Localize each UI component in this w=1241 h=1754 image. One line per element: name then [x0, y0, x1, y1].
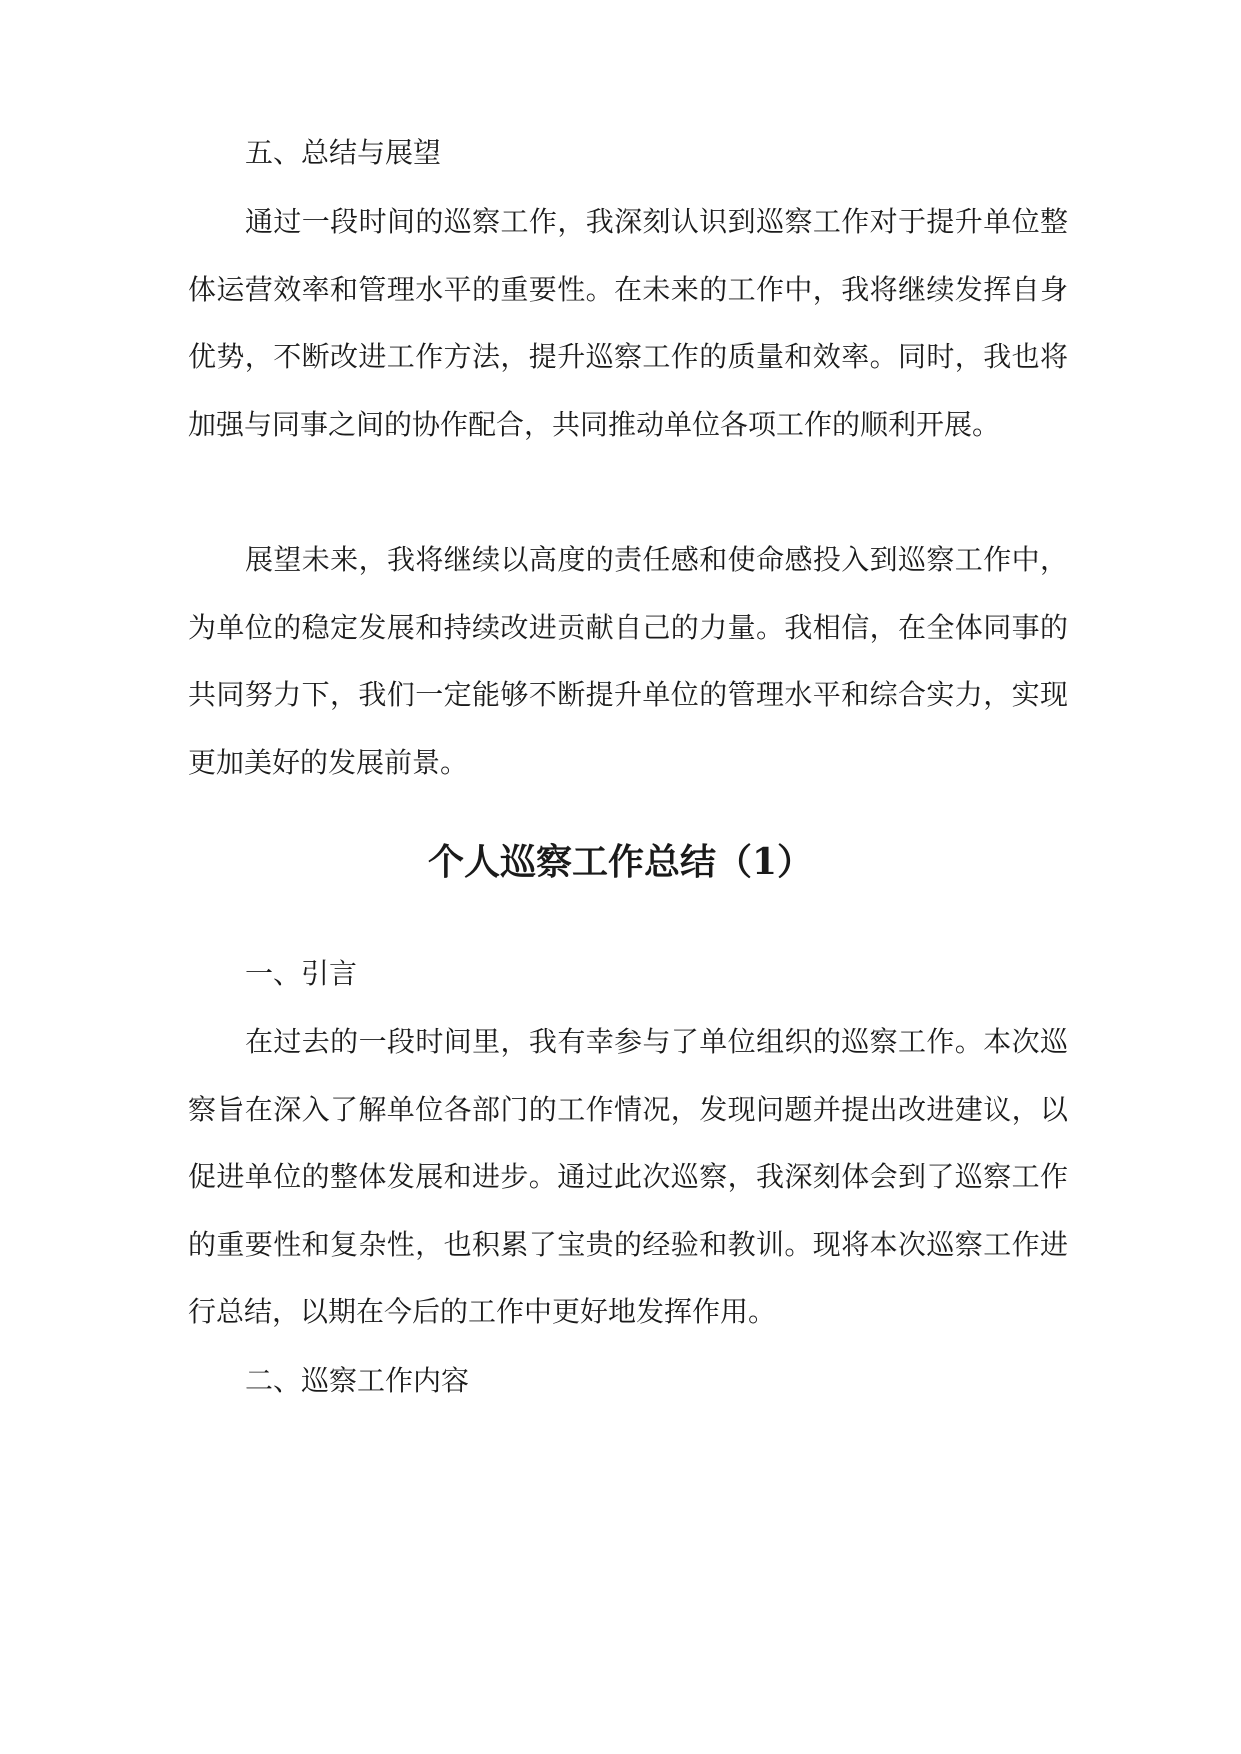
section-heading-work-content: 二、巡察工作内容: [245, 1364, 470, 1397]
section-heading-introduction: 一、引言: [245, 957, 358, 990]
section-heading-summary-outlook: 五、总结与展望: [245, 136, 442, 169]
paragraph-summary: 通过一段时间的巡察工作，我深刻认识到巡察工作对于提升单位整体运营效率和管理水平的重要性。在未来的工作中，我将继续发挥自身优势，不断改进工作方法，提升巡察工作的质量和效率。同时，我也将加强与同事之间的协作配合，共同推动单位各项工作的顺利开展。: [188, 205, 1068, 441]
paragraph-introduction: 在过去的一段时间里，我有幸参与了单位组织的巡察工作。本次巡察旨在深入了解单位各部门的工作情况，发现问题并提出改进建议，以促进单位的整体发展和进步。通过此次巡察，我深刻体会到了巡察工作的重要性和复杂性，也积累了宝贵的经验和教训。现将本次巡察工作进行总结，以期在今后的工作中更好地发挥作用。: [188, 1025, 1068, 1328]
document-title: 个人巡察工作总结（1）: [427, 841, 814, 883]
paragraph-outlook: 展望未来，我将继续以高度的责任感和使命感投入到巡察工作中，为单位的稳定发展和持续改进贡献自己的力量。我相信，在全体同事的共同努力下，我们一定能够不断提升单位的管理水平和综合实力，实现更加美好的发展前景。: [188, 543, 1068, 779]
